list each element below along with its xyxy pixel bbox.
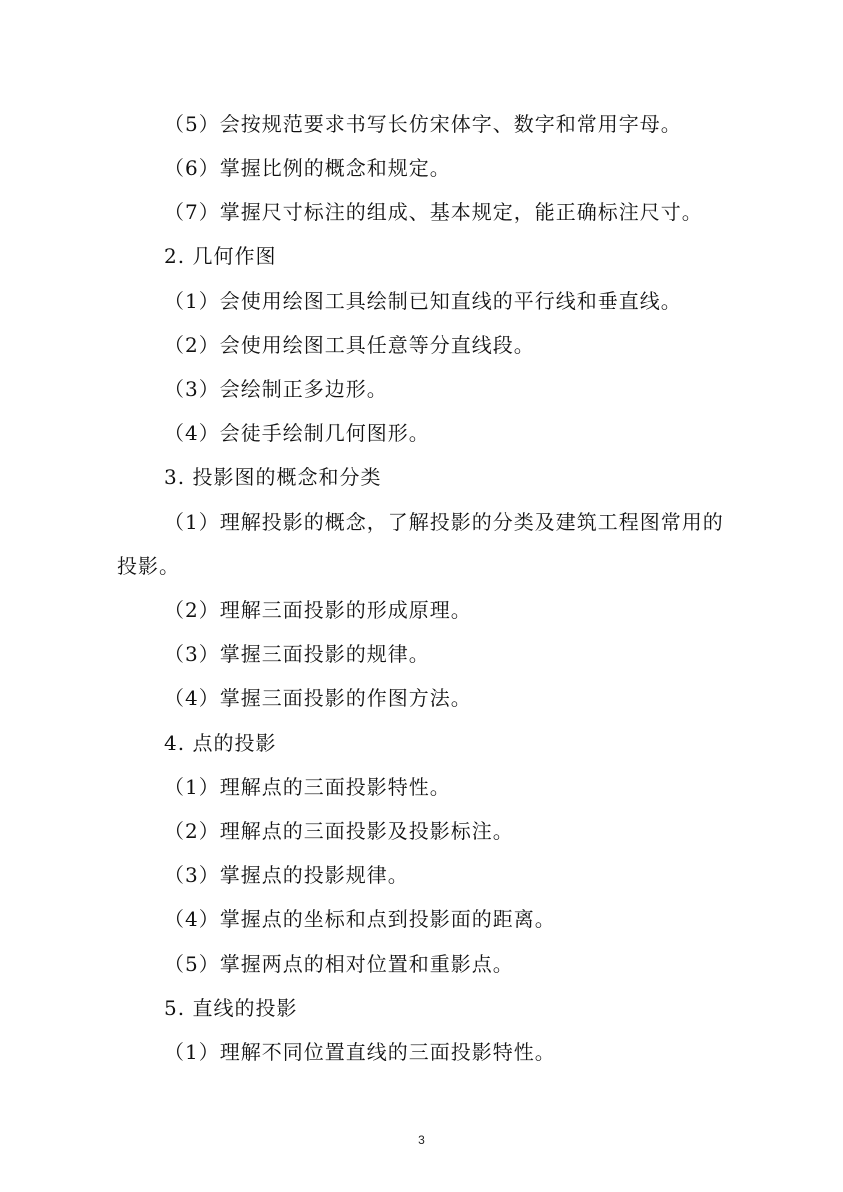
list-item: （4）掌握点的坐标和点到投影面的距离。 — [164, 907, 556, 931]
list-item: （2）理解点的三面投影及投影标注。 — [164, 819, 514, 843]
page-number: 3 — [418, 1133, 425, 1147]
list-item: （2）理解三面投影的形成原理。 — [164, 598, 472, 622]
list-item: （3）会绘制正多边形。 — [164, 377, 388, 401]
section-heading: 2. 几何作图 — [164, 244, 277, 268]
list-item: （2）会使用绘图工具任意等分直线段。 — [164, 333, 535, 357]
list-item: （6）掌握比例的概念和规定。 — [164, 156, 451, 180]
list-item: （7）掌握尺寸标注的组成、基本规定，能正确标注尺寸。 — [164, 200, 703, 224]
list-item: （5）掌握两点的相对位置和重影点。 — [164, 952, 514, 976]
list-item: （1）理解不同位置直线的三面投影特性。 — [164, 1040, 556, 1064]
list-item: （5）会按规范要求书写长仿宋体字、数字和常用字母。 — [164, 112, 682, 136]
section-heading: 5. 直线的投影 — [164, 996, 298, 1020]
section-heading: 3. 投影图的概念和分类 — [164, 465, 382, 489]
section-heading: 4. 点的投影 — [164, 731, 277, 755]
list-item: （4）掌握三面投影的作图方法。 — [164, 686, 472, 710]
list-item: （1）会使用绘图工具绘制已知直线的平行线和垂直线。 — [164, 289, 682, 313]
list-item: （1）理解投影的概念，了解投影的分类及建筑工程图常用的 — [164, 510, 724, 534]
list-item-continuation: 投影。 — [117, 554, 180, 578]
list-item: （3）掌握点的投影规律。 — [164, 863, 409, 887]
list-item: （4）会徒手绘制几何图形。 — [164, 421, 430, 445]
list-item: （3）掌握三面投影的规律。 — [164, 642, 430, 666]
list-item: （1）理解点的三面投影特性。 — [164, 775, 451, 799]
